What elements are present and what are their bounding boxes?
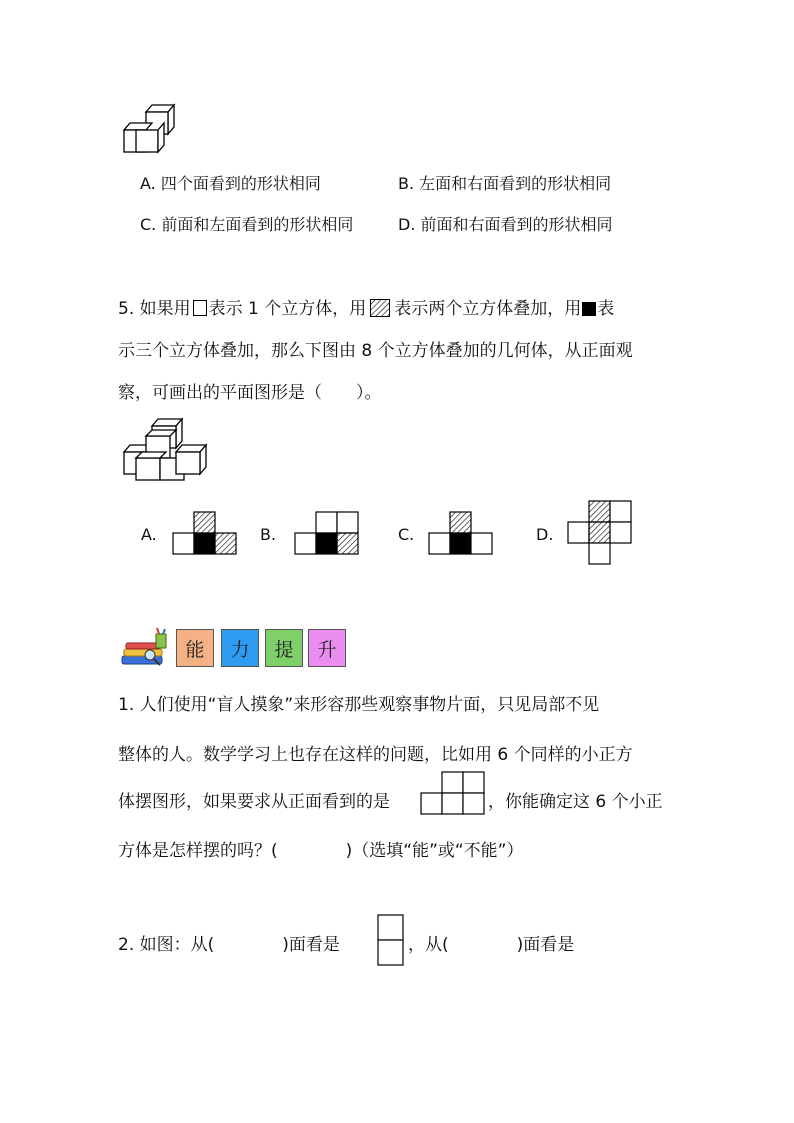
q5-option-a-label: A. [141, 525, 157, 544]
hatched-square-symbol [370, 299, 390, 317]
q4-option-d: D. 前面和右面看到的形状相同 [398, 215, 613, 234]
q5-line1-b: 表示 1 个立方体，用 [208, 299, 367, 319]
p2-part-a: 2. 如图：从( )面看是 [118, 935, 340, 955]
p2-part-b: ，从( )面看是 [408, 935, 575, 955]
q5-option-a-figure [172, 511, 238, 555]
q5-option-d-figure [567, 500, 633, 566]
books-icon [120, 628, 172, 668]
q5-line3: 察，可画出的平面图形是（ ）。 [118, 383, 382, 403]
q5-line1-d: 表 [597, 299, 615, 319]
q4-option-c: C. 前面和左面看到的形状相同 [140, 215, 354, 234]
section-badge-1: 能 [176, 629, 214, 667]
q5-line1 [118, 294, 614, 319]
section-badge-3: 提 [265, 629, 303, 667]
black-square-symbol [582, 302, 596, 316]
section-badge-2: 力 [221, 629, 259, 667]
p1-line1: 1. 人们使用“盲人摸象”来形容那些观察事物片面，只见局部不见 [118, 695, 600, 715]
q5-line1-c: 表示两个立方体叠加，用 [394, 299, 582, 319]
q5-option-c-figure [428, 511, 494, 555]
q5-line1-a: 5. 如果用 [118, 299, 191, 319]
q5-option-c-label: C. [398, 525, 415, 544]
q5-option-d-label: D. [536, 525, 554, 544]
q5-option-b-figure [294, 511, 360, 555]
p1-line3-a: 体摆图形，如果要求从正面看到的是 [118, 792, 390, 812]
q4-option-b: B. 左面和右面看到的形状相同 [398, 174, 612, 193]
p1-line3-b: ，你能确定这 6 个小正 [488, 792, 663, 812]
q5-cube-figure [122, 416, 214, 484]
p1-line4: 方体是怎样摆的吗？( )（选填“能”或“不能”） [118, 841, 524, 861]
section-badge-4: 升 [308, 629, 346, 667]
q5-option-b-label: B. [260, 525, 277, 544]
empty-square-symbol [193, 300, 207, 316]
p2-view-figure [377, 914, 405, 966]
p1-front-view-figure [420, 771, 486, 815]
q5-line2: 示三个立方体叠加，那么下图由 8 个立方体叠加的几何体，从正面观 [118, 341, 633, 361]
p1-line2: 整体的人。数学学习上也存在这样的问题，比如用 6 个同样的小正方 [118, 745, 633, 765]
q4-cube-figure [122, 102, 182, 154]
q4-option-a: A. 四个面看到的形状相同 [140, 174, 321, 193]
